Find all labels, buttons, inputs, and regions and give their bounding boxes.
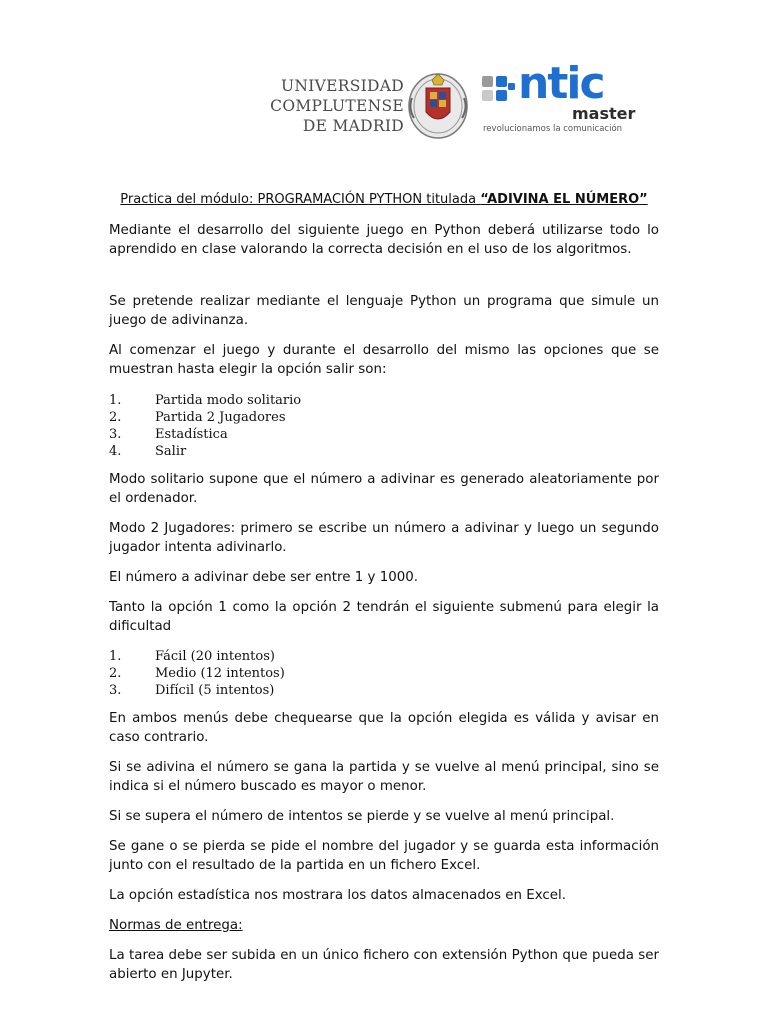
list-number: 2. bbox=[109, 410, 122, 425]
ucm-line-1: UNIVERSIDAD bbox=[280, 77, 404, 95]
paragraph-10: Se gane o se pierda se pide el nombre del jugador y se guarda esta información junto con el resultado de la partida en un fichero Excel. bbox=[109, 839, 659, 873]
list-number: 3. bbox=[109, 683, 122, 698]
list-item bbox=[109, 426, 659, 443]
paragraph-8: Si se adivina el número se gana la partida y se vuelve al menú principal, sino se indica si el número buscado es mayor o menor. bbox=[109, 760, 659, 794]
ucm-seal-icon bbox=[406, 68, 470, 140]
list-label: Partida modo solitario bbox=[155, 393, 302, 408]
document-title bbox=[109, 190, 659, 209]
ucm-wordmark bbox=[268, 76, 404, 136]
list-number: 1. bbox=[109, 649, 122, 664]
difficulty-submenu-list bbox=[109, 648, 659, 699]
list-label: Estadística bbox=[155, 427, 228, 442]
intro-paragraph: Mediante el desarrollo del siguiente juego en Python deberá utilizarse todo lo aprendido en clase valorando la correcta decisión en el uso de los algoritmos. bbox=[109, 223, 659, 257]
paragraph-9: Si se supera el número de intentos se pierde y se vuelve al menú principal. bbox=[109, 809, 615, 824]
ntic-wordmark: ntic bbox=[518, 58, 604, 109]
list-number: 3. bbox=[109, 427, 122, 442]
document-body bbox=[109, 190, 659, 984]
list-item bbox=[109, 443, 659, 460]
paragraph-12: La tarea debe ser subida en un único fichero con extensión Python que pueda ser abierto en Jupyter. bbox=[109, 948, 659, 982]
paragraph-1: Se pretende realizar mediante el lenguaje Python un programa que simule un juego de adivinanza. bbox=[109, 294, 659, 328]
list-item bbox=[109, 392, 659, 409]
title-bold: “ADIVINA EL NÚMERO” bbox=[480, 192, 648, 207]
list-label: Medio (12 intentos) bbox=[155, 666, 285, 681]
list-label: Difícil (5 intentos) bbox=[155, 683, 275, 698]
list-item bbox=[109, 409, 659, 426]
paragraph-7: En ambos menús debe chequearse que la opción elegida es válida y avisar en caso contrario. bbox=[109, 711, 659, 745]
list-number: 4. bbox=[109, 444, 122, 459]
list-label: Fácil (20 intentos) bbox=[155, 649, 275, 664]
paragraph-11: La opción estadística nos mostrara los datos almacenados en Excel. bbox=[109, 888, 566, 903]
main-menu-list bbox=[109, 392, 659, 460]
paragraph-2: Al comenzar el juego y durante el desarrollo del mismo las opciones que se muestran hasta elegir la opción salir son: bbox=[109, 343, 659, 377]
paragraph-6: Tanto la opción 1 como la opción 2 tendrán el siguiente submenú para elegir la dificultad bbox=[109, 600, 659, 634]
list-number: 1. bbox=[109, 393, 122, 408]
ntic-dots-icon bbox=[482, 76, 516, 110]
header-logos bbox=[268, 58, 636, 142]
ntic-master-logo bbox=[480, 58, 636, 138]
list-number: 2. bbox=[109, 666, 122, 681]
list-label: Salir bbox=[155, 444, 187, 459]
ucm-line-2: COMPLUTENSE bbox=[270, 97, 404, 115]
title-prefix: Practica del módulo: PROGRAMACIÓN PYTHON titulada bbox=[120, 192, 481, 207]
ucm-line-3: DE MADRID bbox=[302, 117, 404, 135]
ntic-master-label: master bbox=[572, 104, 636, 123]
paragraph-5: El número a adivinar debe ser entre 1 y 1000. bbox=[109, 570, 419, 585]
ntic-tagline: revolucionamos la comunicación bbox=[483, 124, 623, 134]
list-label: Partida 2 Jugadores bbox=[155, 410, 286, 425]
paragraph-4: Modo 2 Jugadores: primero se escribe un número a adivinar y luego un segundo jugador intenta adivinarlo. bbox=[109, 521, 659, 555]
list-item bbox=[109, 665, 659, 682]
list-item bbox=[109, 648, 659, 665]
paragraph-3: Modo solitario supone que el número a adivinar es generado aleatoriamente por el ordenador. bbox=[109, 472, 659, 506]
list-item bbox=[109, 682, 659, 699]
normas-heading: Normas de entrega: bbox=[109, 918, 243, 933]
